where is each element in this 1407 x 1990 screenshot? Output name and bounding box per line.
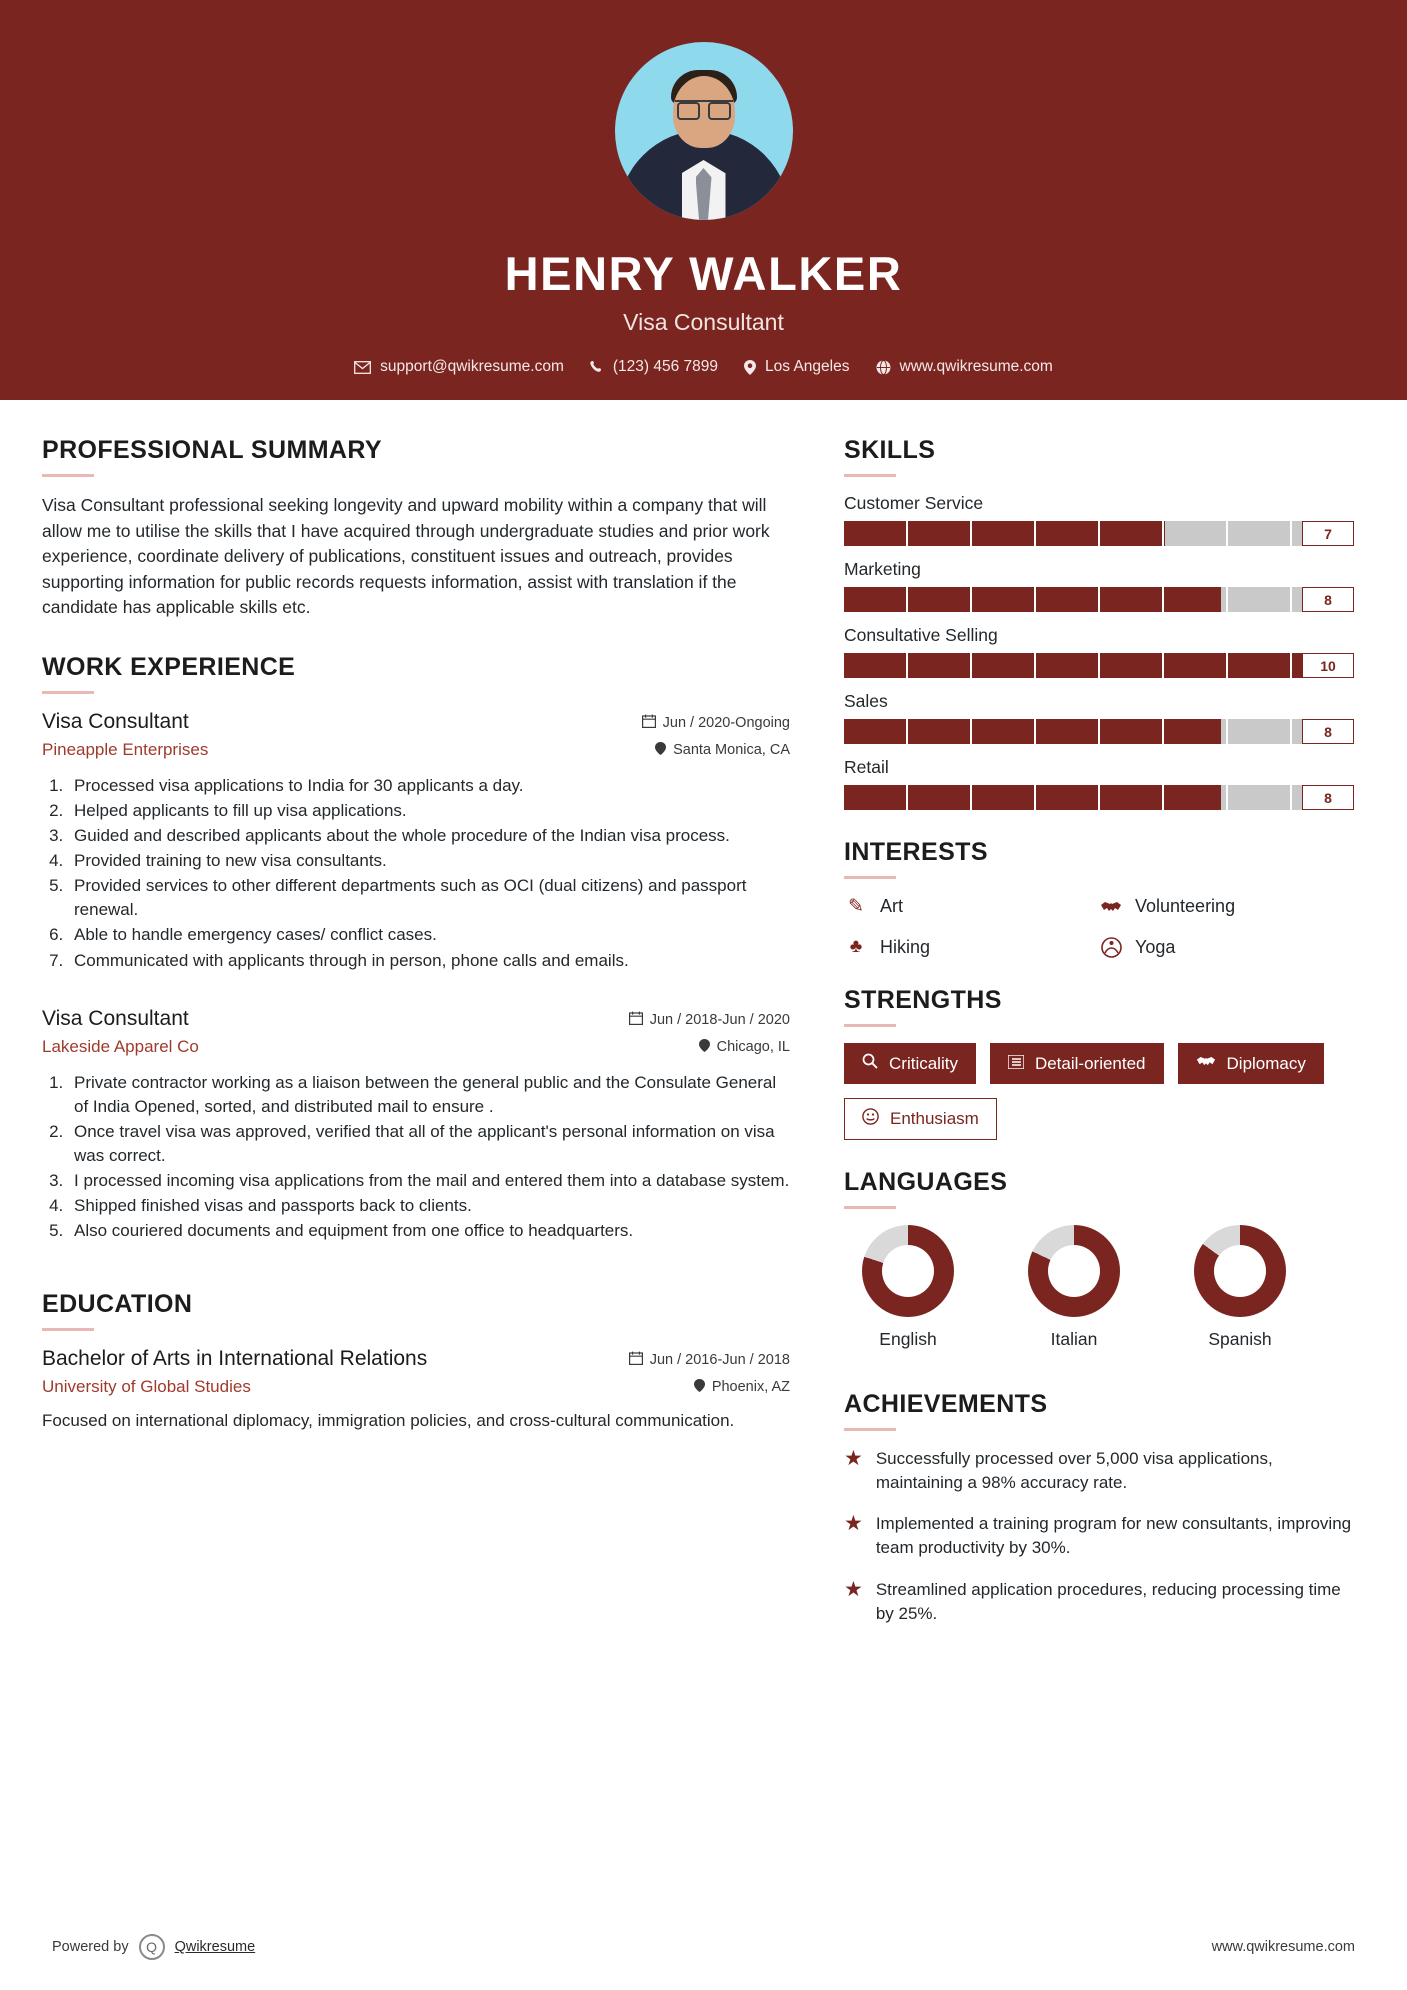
work-item xyxy=(42,1007,790,1244)
contact-phone[interactable] xyxy=(590,358,718,376)
skill-bar xyxy=(844,719,1354,744)
languages-heading: LANGUAGES xyxy=(844,1168,1008,1196)
job-role: Visa Consultant xyxy=(42,709,189,733)
skill-score: 8 xyxy=(1302,587,1354,612)
page-title: HENRY WALKER xyxy=(504,247,903,300)
qwikresume-logo-icon: Q xyxy=(139,1934,165,1960)
strength-chip-enthusiasm: Enthusiasm xyxy=(844,1098,997,1140)
job-company: Lakeside Apparel Co xyxy=(42,1036,199,1056)
list-item: 2. Helped applicants to fill up visa applications. xyxy=(68,799,790,823)
skill-item: Customer Service 7 xyxy=(844,493,1354,546)
education-description: Focused on international diplomacy, immigration policies, and cross-cultural communication. xyxy=(42,1410,735,1430)
contact-website[interactable] xyxy=(876,358,1053,376)
job-bullets xyxy=(68,1071,790,1244)
smiley-icon xyxy=(862,1108,879,1130)
strength-chip-criticality: Criticality xyxy=(844,1043,976,1084)
contact-phone-value: (123) 456 7899 xyxy=(612,358,719,375)
language-item: English xyxy=(844,1225,972,1350)
mail-icon xyxy=(354,361,371,374)
work-heading: WORK EXPERIENCE xyxy=(42,652,296,681)
education-dates: Jun / 2016-Jun / 2018 xyxy=(629,1351,790,1369)
language-item: Spanish xyxy=(1176,1225,1304,1350)
education-item xyxy=(42,1347,790,1434)
globe-icon xyxy=(876,360,891,375)
strength-chip-diplomacy: Diplomacy xyxy=(1178,1043,1324,1084)
right-column xyxy=(844,436,1354,1643)
list-icon xyxy=(1008,1054,1024,1074)
list-item: 5. Provided services to other different departments such as OCI (dual citizens) and passport renewal. xyxy=(68,874,790,922)
star-icon: ★ xyxy=(844,1577,863,1601)
job-dates: Jun / 2018-Jun / 2020 xyxy=(629,1011,790,1029)
calendar-icon xyxy=(629,1351,643,1369)
contact-email[interactable] xyxy=(354,358,564,376)
language-donut xyxy=(1028,1225,1120,1317)
achievements-list xyxy=(844,1447,1354,1626)
achievement-item: ★ Successfully processed over 5,000 visa applications, maintaining a 98% accuracy rate. xyxy=(844,1447,1354,1495)
interest-item: ♣ Hiking xyxy=(844,936,1099,958)
achievement-item: ★ Implemented a training program for new consultants, improving team productivity by 30%. xyxy=(844,1512,1354,1560)
pin-icon xyxy=(699,1039,710,1056)
list-item: 4. Provided training to new visa consultants. xyxy=(68,849,790,873)
header-job-title: Visa Consultant xyxy=(623,309,784,335)
contact-location-value: Los Angeles xyxy=(765,358,850,375)
skill-item: Consultative Selling 10 xyxy=(844,625,1354,678)
work-item xyxy=(42,710,790,973)
interests-grid xyxy=(844,895,1354,958)
skill-score: 8 xyxy=(1302,719,1354,744)
interests-heading: INTERESTS xyxy=(844,838,988,866)
powered-by-label: Powered by xyxy=(52,1939,129,1955)
skill-bar xyxy=(844,785,1354,810)
achievement-item: ★ Streamlined application procedures, reducing processing time by 25%. xyxy=(844,1578,1354,1626)
education-location: Phoenix, AZ xyxy=(694,1379,790,1396)
calendar-icon xyxy=(642,714,656,732)
brand-block xyxy=(52,1934,255,1960)
phone-icon xyxy=(590,360,604,374)
list-item: 7. Communicated with applicants through in person, phone calls and emails. xyxy=(68,949,790,973)
list-item: 6. Able to handle emergency cases/ conflict cases. xyxy=(68,923,790,947)
resume-header xyxy=(0,0,1407,400)
left-column xyxy=(42,436,790,1643)
list-item: 5. Also couriered documents and equipment from one office to headquarters. xyxy=(68,1219,790,1243)
list-item: 1. Private contractor working as a liaison between the general public and the Consulate General of India Opened, sorted, and distributed mail to ensure . xyxy=(68,1071,790,1119)
job-location: Chicago, IL xyxy=(699,1039,790,1056)
job-company: Pineapple Enterprises xyxy=(42,739,209,759)
star-icon: ★ xyxy=(844,1512,863,1536)
tree-icon: ♣ xyxy=(849,936,863,957)
contact-website-value: www.qwikresume.com xyxy=(899,358,1053,375)
skill-bar xyxy=(844,587,1354,612)
strengths-heading: STRENGTHS xyxy=(844,986,1002,1014)
section-rule xyxy=(844,474,896,477)
handshake-icon xyxy=(1196,1054,1216,1074)
interest-item: Yoga xyxy=(1099,936,1354,958)
pin-icon xyxy=(655,742,666,759)
education-heading: EDUCATION xyxy=(42,1289,193,1318)
section-rule xyxy=(844,1024,896,1027)
skill-item: Retail 8 xyxy=(844,757,1354,810)
list-item: 3. I processed incoming visa applications from the mail and entered them into a database system. xyxy=(68,1169,790,1193)
list-item: 3. Guided and described applicants about the whole procedure of the Indian visa process. xyxy=(68,824,790,848)
list-item: 2. Once travel visa was approved, verified that all of the applicant's personal information on visa was correct. xyxy=(68,1120,790,1168)
calendar-icon xyxy=(629,1011,643,1029)
skills-heading: SKILLS xyxy=(844,436,936,464)
skill-bar xyxy=(844,521,1354,546)
skill-item: Marketing 8 xyxy=(844,559,1354,612)
language-donut xyxy=(862,1225,954,1317)
star-icon: ★ xyxy=(844,1447,863,1470)
school-name: University of Global Studies xyxy=(42,1376,251,1396)
job-dates: Jun / 2020-Ongoing xyxy=(642,714,790,732)
section-rule xyxy=(42,691,94,694)
brand-name[interactable]: Qwikresume xyxy=(174,1939,256,1955)
yoga-icon xyxy=(1099,937,1123,958)
section-rule xyxy=(844,1428,896,1431)
skill-score: 8 xyxy=(1302,785,1354,810)
section-rule xyxy=(844,1206,896,1209)
strength-chip-detail-oriented: Detail-oriented xyxy=(990,1043,1164,1084)
location-icon xyxy=(744,360,756,375)
footer-site[interactable]: www.qwikresume.com xyxy=(1211,1939,1355,1955)
interest-item: Volunteering xyxy=(1099,895,1354,918)
languages-row xyxy=(844,1225,1354,1350)
page-footer xyxy=(0,1904,1407,1990)
section-rule xyxy=(42,474,94,477)
section-rule xyxy=(42,1328,94,1331)
section-rule xyxy=(844,876,896,879)
language-donut xyxy=(1194,1225,1286,1317)
contact-location[interactable] xyxy=(744,358,849,376)
interest-item: ✎ Art xyxy=(844,895,1099,918)
job-role: Visa Consultant xyxy=(42,1006,189,1030)
achievements-heading: ACHIEVEMENTS xyxy=(844,1390,1048,1418)
contact-email-value: support@qwikresume.com xyxy=(380,358,564,375)
skill-score: 10 xyxy=(1302,653,1354,678)
language-item: Italian xyxy=(1010,1225,1138,1350)
pin-icon xyxy=(694,1379,705,1396)
list-item: 4. Shipped finished visas and passports back to clients. xyxy=(68,1194,790,1218)
skill-item: Sales 8 xyxy=(844,691,1354,744)
skill-bar xyxy=(844,653,1354,678)
strengths-row xyxy=(844,1043,1354,1140)
paintbrush-icon: ✎ xyxy=(848,896,864,917)
search-icon xyxy=(862,1053,878,1074)
job-bullets xyxy=(68,774,790,973)
skill-score: 7 xyxy=(1302,521,1354,546)
summary-heading: PROFESSIONAL SUMMARY xyxy=(42,436,382,464)
degree-title: Bachelor of Arts in International Relations xyxy=(42,1346,428,1370)
avatar xyxy=(615,42,793,220)
contact-row xyxy=(354,358,1053,376)
resume-body xyxy=(0,400,1407,1643)
summary-text: Visa Consultant professional seeking longevity and upward mobility within a company that will allow me to utilise the skills that I have acquired through undergraduate studies and prior work experience, coordinate delivery of publications, constituent issues and outreach, provides supporting information for public records requests information, assist with translation if the candidate has applicable skills etc. xyxy=(42,495,770,618)
job-location: Santa Monica, CA xyxy=(655,742,790,759)
list-item: 1. Processed visa applications to India for 30 applicants a day. xyxy=(68,774,790,798)
handshake-icon xyxy=(1099,899,1123,915)
